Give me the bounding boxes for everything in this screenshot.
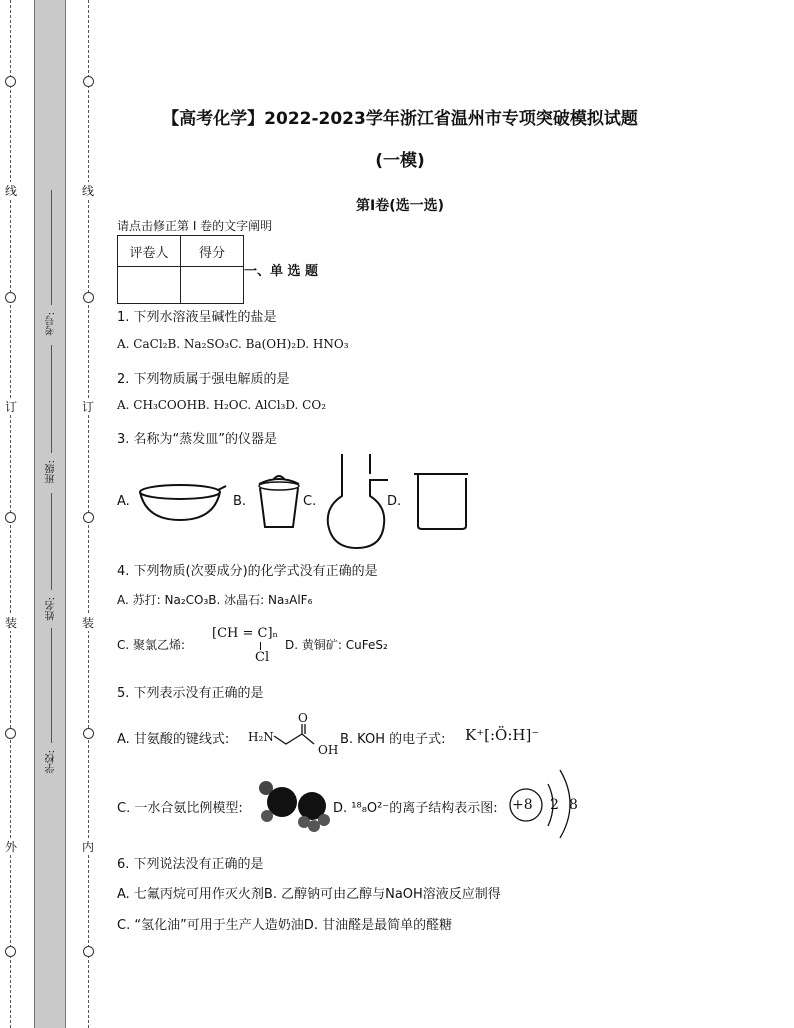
question-stem: 6. 下列说法没有正确的是 [117, 857, 264, 872]
binding-hole [83, 512, 94, 523]
outer-margin-char: 线 [5, 184, 18, 198]
question-options: C. “氢化油”可用于生产人造奶油D. 甘油醛是最简单的醛糖 [117, 918, 453, 933]
binding-hole [83, 292, 94, 303]
section-heading: 一、单 选 题 [244, 264, 319, 279]
outer-margin-char: 订 [5, 400, 18, 414]
score-table-header: 得分 [181, 236, 244, 267]
question-option-d: D. 黄铜矿: CuFeS₂ [285, 638, 388, 652]
field-underline [51, 628, 52, 743]
polymer-formula: [CH = C]ₙ [212, 626, 279, 641]
question-stem: 3. 名称为“蒸发皿”的仪器是 [117, 432, 278, 447]
field-label-name: 姓名: [46, 597, 57, 621]
bond-line [260, 642, 261, 650]
option-label: A. [117, 494, 130, 509]
question-options: A. CaCl₂B. Na₂SO₃C. Ba(OH)₂D. HNO₃ [117, 337, 349, 351]
binding-hole [5, 512, 16, 523]
question-option-d: D. ¹⁸₈O²⁻的离子结构表示图: [333, 801, 498, 816]
volume-title: 第I卷(选一选) [355, 198, 444, 214]
inner-margin-char: 线 [82, 184, 95, 198]
option-label: D. [387, 494, 402, 509]
question-stem: 2. 下列物质属于强电解质的是 [117, 372, 290, 387]
notice-text: 请点击修正第 I 卷的文字阐明 [117, 219, 273, 233]
shell-electrons: 8 [569, 797, 578, 813]
field-underline [51, 190, 52, 305]
question-option-a: A. 甘氨酸的键线式: [117, 732, 230, 747]
score-table-header: 评卷人 [118, 236, 181, 267]
field-label-exam-number: 考号: [46, 312, 57, 336]
score-cell [181, 267, 244, 304]
nucleus-charge: +8 [512, 797, 533, 813]
question-stem: 4. 下列物质(次要成分)的化学式没有正确的是 [117, 564, 378, 579]
field-underline [51, 345, 52, 453]
ammonia-hydrate-model-icon [258, 776, 338, 834]
binding-hole [5, 292, 16, 303]
score-table [117, 235, 244, 304]
inner-margin-char: 内 [82, 840, 95, 854]
crucible-icon [255, 472, 303, 530]
page-title: 【高考化学】2022-2023学年浙江省温州市专项突破模拟试题 [162, 109, 638, 129]
binding-margin [0, 0, 100, 1028]
binding-hole [5, 76, 16, 87]
binding-hole [83, 76, 94, 87]
koh-electron-formula: K⁺[:Ö:H]⁻ [465, 726, 540, 744]
question-option-b: B. KOH 的电子式: [340, 732, 446, 747]
question-stem: 5. 下列表示没有正确的是 [117, 686, 264, 701]
binding-hole [5, 946, 16, 957]
score-cell [118, 267, 181, 304]
field-label-school: 学校: [46, 750, 57, 774]
outer-margin-char: 外 [5, 840, 18, 854]
option-label: C. [303, 494, 317, 509]
question-options: A. 苏打: Na₂CO₃B. 冰晶石: Na₃AlF₆ [117, 593, 313, 607]
question-stem: 1. 下列水溶液呈碱性的盐是 [117, 310, 277, 325]
beaker-icon [410, 470, 472, 532]
binding-hole [83, 946, 94, 957]
option-label: B. [233, 494, 247, 509]
glycine-skeleton-icon [272, 722, 322, 758]
outer-margin-char: 装 [5, 616, 18, 630]
flask-icon [322, 452, 392, 552]
field-label-class: 班级: [46, 460, 57, 484]
page-subtitle: (一模) [375, 151, 425, 171]
inner-margin-char: 订 [82, 400, 95, 414]
glycine-h2n: H₂N [248, 730, 274, 744]
margin-gray-bar [34, 0, 66, 1028]
inner-margin-char: 装 [82, 616, 95, 630]
question-option-c: C. 聚氯乙烯: [117, 638, 186, 652]
binding-hole [83, 728, 94, 739]
polymer-substituent: Cl [255, 650, 270, 665]
shell-electrons: 2 [550, 797, 559, 813]
field-underline [51, 493, 52, 590]
glycine-oh: OH [318, 743, 339, 757]
binding-hole [5, 728, 16, 739]
question-option-c: C. 一水合氨比例模型: [117, 801, 243, 816]
glycine-o: O [298, 711, 308, 725]
evaporating-dish-icon [136, 476, 228, 526]
question-options: A. 七氟丙烷可用作灭火剂B. 乙醇钠可由乙醇与NaOH溶液反应制得 [117, 887, 501, 902]
question-options: A. CH₃COOHB. H₂OC. AlCl₃D. CO₂ [117, 398, 327, 412]
